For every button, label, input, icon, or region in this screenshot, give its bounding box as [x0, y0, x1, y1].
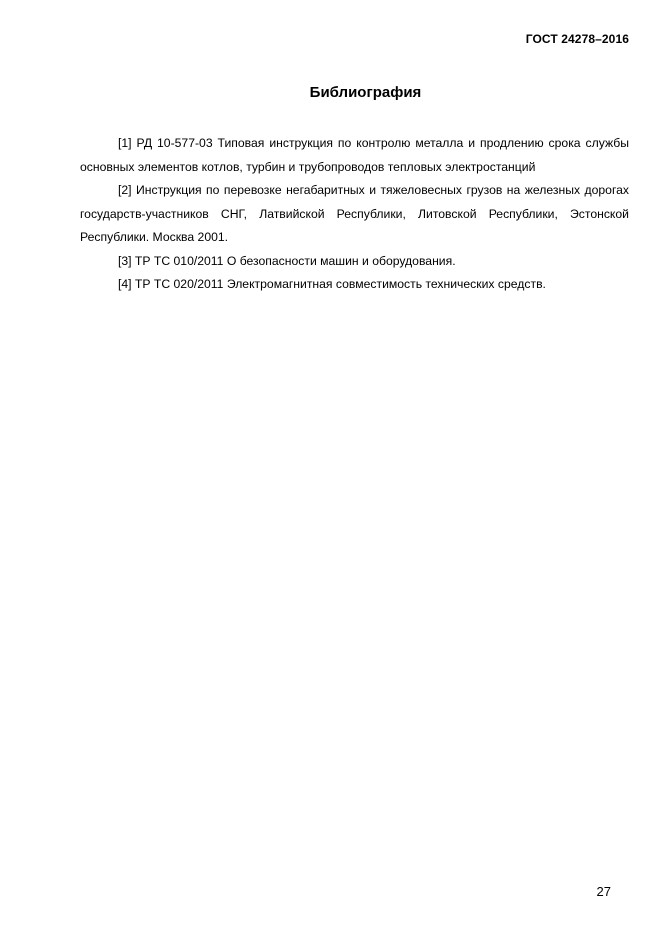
- bibliography-item-2: [2] Инструкция по перевозке негабаритных и тяжеловесных грузов на железных дорогах государств-участников СНГ, Латвийской Республики, Литовской Республики, Эстонской Республики. Москва 2001.: [80, 183, 629, 244]
- bibliography-item-1: [1] РД 10-577-03 Типовая инструкция по контролю металла и продлению срока службы основных элементов котлов, турбин и трубопроводов тепловых электростанций: [80, 136, 629, 174]
- bibliography-item-4: [4] ТР ТС 020/2011 Электромагнитная совместимость технических средств.: [118, 277, 546, 291]
- page-number: 27: [596, 884, 611, 899]
- page-title: Библиография: [309, 84, 422, 101]
- bibliography-list: [80, 132, 629, 297]
- document-code-header: ГОСТ 24278–2016: [525, 32, 629, 46]
- bibliography-item-3: [3] ТР ТС 010/2011 О безопасности машин и оборудования.: [118, 253, 456, 268]
